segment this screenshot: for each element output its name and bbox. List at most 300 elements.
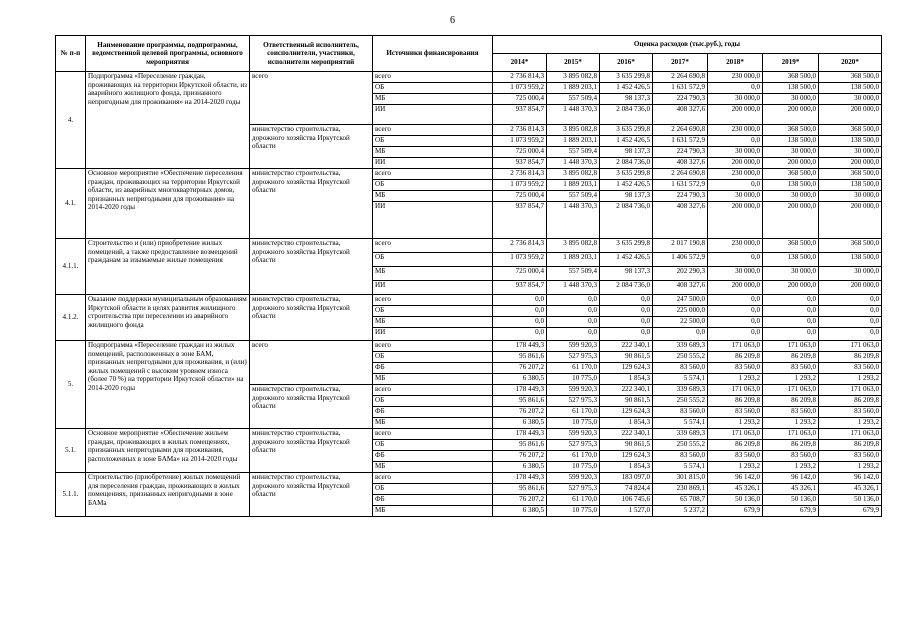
amount-cell: 1 073 959,2 <box>493 136 547 147</box>
amount-cell: 339 689,3 <box>653 341 708 352</box>
header-year: 2016* <box>600 54 653 72</box>
amount-cell: 65 708,7 <box>653 495 708 506</box>
program-name: Строительство (приобретение) жилых помещений для переселения граждан, проживающих в жилых помещениях, признанных непригодными в зоне БАМа <box>86 473 250 517</box>
funding-source: МБ <box>373 267 493 281</box>
amount-cell: 200 000,0 <box>763 158 819 169</box>
amount-cell: 10 775,0 <box>547 418 600 429</box>
funding-source: МБ <box>373 462 493 473</box>
amount-cell: 1 889 203,1 <box>547 136 600 147</box>
amount-cell: 1 448 370,3 <box>547 281 600 295</box>
amount-cell: 61 170,0 <box>547 451 600 462</box>
amount-cell: 2 084 736,0 <box>600 158 653 169</box>
program-name: Основное мероприятие «Обеспечение переселения граждан, проживающих на территории Иркутской области, из аварийных многоквартирных домов, признанных непригодными для проживания» на 2014-2020 годы <box>86 169 250 239</box>
amount-cell: 1 293,2 <box>819 374 882 385</box>
amount-cell: 200 000,0 <box>819 281 882 295</box>
funding-source: ОБ <box>373 180 493 191</box>
amount-cell: 83 560,0 <box>819 363 882 374</box>
amount-cell: 138 500,0 <box>763 136 819 147</box>
header-num: № п-п <box>56 36 86 72</box>
funding-source: ИИ <box>373 281 493 295</box>
header-year: 2018* <box>708 54 763 72</box>
funding-source: всего <box>373 125 493 136</box>
amount-cell: 3 635 299,8 <box>600 169 653 180</box>
funding-source: ИИ <box>373 202 493 239</box>
executor-cell: министерство строительства, дорожного хозяйства Иркутской области <box>250 385 373 429</box>
amount-cell: 200 000,0 <box>763 105 819 125</box>
amount-cell: 200 000,0 <box>708 202 763 239</box>
amount-cell: 5 574,1 <box>653 374 708 385</box>
amount-cell: 45 326,1 <box>763 484 819 495</box>
amount-cell: 1 448 370,3 <box>547 105 600 125</box>
amount-cell: 6 380,5 <box>493 462 547 473</box>
amount-cell: 171 063,0 <box>708 341 763 352</box>
amount-cell: 5 574,1 <box>653 462 708 473</box>
amount-cell: 171 063,0 <box>819 429 882 440</box>
amount-cell: 725 000,4 <box>493 147 547 158</box>
table-body <box>56 72 882 517</box>
amount-cell: 86 209,8 <box>763 396 819 407</box>
header-year: 2020* <box>819 54 882 72</box>
amount-cell: 339 689,3 <box>653 429 708 440</box>
amount-cell: 1 448 370,3 <box>547 202 600 239</box>
amount-cell: 2 736 814,3 <box>493 72 547 83</box>
funding-source: ИИ <box>373 105 493 125</box>
funding-source: МБ <box>373 506 493 517</box>
funding-source: ФБ <box>373 495 493 506</box>
amount-cell: 30 000,0 <box>763 147 819 158</box>
amount-cell: 95 861,6 <box>493 484 547 495</box>
amount-cell: 50 136,0 <box>819 495 882 506</box>
amount-cell: 178 449,3 <box>493 429 547 440</box>
amount-cell: 937 854,7 <box>493 281 547 295</box>
amount-cell: 1 293,2 <box>819 418 882 429</box>
executor-cell: министерство строительства, дорожного хозяйства Иркутской области <box>250 125 373 169</box>
amount-cell: 599 920,3 <box>547 429 600 440</box>
executor-cell: министерство строительства, дорожного хозяйства Иркутской области <box>250 429 373 473</box>
amount-cell: 224 790,3 <box>653 147 708 158</box>
amount-cell: 30 000,0 <box>819 94 882 105</box>
amount-cell: 368 500,0 <box>763 169 819 180</box>
amount-cell: 247 500,0 <box>653 295 708 306</box>
amount-cell: 0,0 <box>600 306 653 317</box>
amount-cell: 6 380,5 <box>493 506 547 517</box>
amount-cell: 368 500,0 <box>763 72 819 83</box>
amount-cell: 301 815,0 <box>653 473 708 484</box>
funding-source: ОБ <box>373 253 493 267</box>
amount-cell: 0,0 <box>547 295 600 306</box>
amount-cell: 557 509,4 <box>547 94 600 105</box>
program-name: Подпрограмма «Переселение граждан, проживающих на территории Иркутской области, из аварийного жилищного фонда, признанного непригодным для проживания» на 2014-2020 годы <box>86 72 250 169</box>
funding-source: МБ <box>373 418 493 429</box>
amount-cell: 3 635 299,8 <box>600 239 653 253</box>
amount-cell: 98 137,3 <box>600 267 653 281</box>
amount-cell: 200 000,0 <box>708 105 763 125</box>
funding-source: ИИ <box>373 158 493 169</box>
amount-cell: 10 775,0 <box>547 506 600 517</box>
funding-source: всего <box>373 72 493 83</box>
amount-cell: 30 000,0 <box>819 147 882 158</box>
table-row <box>56 239 882 253</box>
amount-cell: 202 290,3 <box>653 267 708 281</box>
amount-cell: 1 631 572,9 <box>653 83 708 94</box>
funding-source: всего <box>373 295 493 306</box>
amount-cell: 0,0 <box>600 295 653 306</box>
funding-source: ОБ <box>373 352 493 363</box>
amount-cell: 74 824,4 <box>600 484 653 495</box>
amount-cell: 0,0 <box>819 306 882 317</box>
amount-cell: 22 500,0 <box>653 317 708 328</box>
amount-cell: 0,0 <box>708 83 763 94</box>
amount-cell: 2 736 814,3 <box>493 239 547 253</box>
amount-cell: 0,0 <box>600 328 653 341</box>
amount-cell: 30 000,0 <box>763 267 819 281</box>
amount-cell: 76 207,2 <box>493 495 547 506</box>
amount-cell: 1 889 203,1 <box>547 83 600 94</box>
amount-cell: 171 063,0 <box>763 429 819 440</box>
funding-source: ФБ <box>373 363 493 374</box>
amount-cell: 171 063,0 <box>708 385 763 396</box>
amount-cell: 86 209,8 <box>708 352 763 363</box>
table-row <box>56 295 882 306</box>
funding-source: ОБ <box>373 306 493 317</box>
header-year: 2014* <box>493 54 547 72</box>
amount-cell: 83 560,0 <box>708 363 763 374</box>
amount-cell: 1 631 572,9 <box>653 180 708 191</box>
amount-cell: 61 170,0 <box>547 363 600 374</box>
amount-cell: 30 000,0 <box>819 191 882 202</box>
amount-cell: 138 500,0 <box>819 180 882 191</box>
amount-cell: 3 895 082,8 <box>547 169 600 180</box>
amount-cell: 937 854,7 <box>493 158 547 169</box>
amount-cell: 45 326,1 <box>819 484 882 495</box>
amount-cell: 1 293,2 <box>819 462 882 473</box>
amount-cell: 725 000,4 <box>493 191 547 202</box>
amount-cell: 1 293,2 <box>708 374 763 385</box>
amount-cell: 679,9 <box>708 506 763 517</box>
amount-cell: 222 340,1 <box>600 429 653 440</box>
amount-cell: 527 975,3 <box>547 396 600 407</box>
amount-cell: 0,0 <box>819 317 882 328</box>
amount-cell: 1 073 959,2 <box>493 253 547 267</box>
amount-cell: 98 137,3 <box>600 147 653 158</box>
funding-source: всего <box>373 429 493 440</box>
amount-cell: 96 142,0 <box>819 473 882 484</box>
amount-cell: 200 000,0 <box>708 158 763 169</box>
amount-cell: 1 452 426,5 <box>600 180 653 191</box>
amount-cell: 30 000,0 <box>708 191 763 202</box>
amount-cell: 250 555,2 <box>653 352 708 363</box>
amount-cell: 2 264 690,8 <box>653 125 708 136</box>
amount-cell: 368 500,0 <box>763 125 819 136</box>
amount-cell: 83 560,0 <box>819 451 882 462</box>
amount-cell: 527 975,3 <box>547 484 600 495</box>
amount-cell: 76 207,2 <box>493 451 547 462</box>
funding-source: МБ <box>373 147 493 158</box>
amount-cell: 86 209,8 <box>819 352 882 363</box>
funding-source: всего <box>373 473 493 484</box>
amount-cell: 90 861,5 <box>600 440 653 451</box>
funding-source: МБ <box>373 94 493 105</box>
funding-source: ФБ <box>373 407 493 418</box>
amount-cell: 937 854,7 <box>493 202 547 239</box>
amount-cell: 0,0 <box>708 328 763 341</box>
funding-source: ФБ <box>373 451 493 462</box>
amount-cell: 0,0 <box>708 306 763 317</box>
amount-cell: 557 509,4 <box>547 191 600 202</box>
funding-source: всего <box>373 239 493 253</box>
header-source: Источники финансирования <box>373 36 493 72</box>
amount-cell: 129 624,3 <box>600 407 653 418</box>
amount-cell: 95 861,6 <box>493 396 547 407</box>
amount-cell: 368 500,0 <box>763 239 819 253</box>
amount-cell: 6 380,5 <box>493 418 547 429</box>
header-year: 2017* <box>653 54 708 72</box>
amount-cell: 339 689,3 <box>653 385 708 396</box>
amount-cell: 138 500,0 <box>819 136 882 147</box>
executor-cell: всего <box>250 341 373 385</box>
amount-cell: 557 509,4 <box>547 147 600 158</box>
amount-cell: 171 063,0 <box>763 385 819 396</box>
funding-source: ИИ <box>373 328 493 341</box>
amount-cell: 250 555,2 <box>653 396 708 407</box>
row-number: 5.1.1. <box>56 473 86 517</box>
amount-cell: 200 000,0 <box>819 202 882 239</box>
amount-cell: 171 063,0 <box>763 341 819 352</box>
amount-cell: 0,0 <box>819 295 882 306</box>
expenditure-table <box>55 35 882 517</box>
amount-cell: 1 293,2 <box>708 462 763 473</box>
amount-cell: 0,0 <box>600 317 653 328</box>
amount-cell: 725 000,4 <box>493 94 547 105</box>
amount-cell: 76 207,2 <box>493 363 547 374</box>
amount-cell: 3 895 082,8 <box>547 239 600 253</box>
amount-cell: 86 209,8 <box>819 396 882 407</box>
amount-cell: 1 889 203,1 <box>547 180 600 191</box>
funding-source: ОБ <box>373 484 493 495</box>
amount-cell: 200 000,0 <box>763 202 819 239</box>
amount-cell: 95 861,6 <box>493 440 547 451</box>
amount-cell: 5 237,2 <box>653 506 708 517</box>
amount-cell: 0,0 <box>708 295 763 306</box>
header-estimate: Оценка расходов (тыс.руб.), годы <box>493 36 882 54</box>
amount-cell: 61 170,0 <box>547 495 600 506</box>
amount-cell: 50 136,0 <box>763 495 819 506</box>
amount-cell: 96 142,0 <box>708 473 763 484</box>
amount-cell: 30 000,0 <box>708 94 763 105</box>
amount-cell: 230 000,0 <box>708 239 763 253</box>
header-year: 2015* <box>547 54 600 72</box>
amount-cell: 250 555,2 <box>653 440 708 451</box>
row-number: 5.1. <box>56 429 86 473</box>
amount-cell: 83 560,0 <box>653 451 708 462</box>
amount-cell: 1 293,2 <box>763 462 819 473</box>
amount-cell: 0,0 <box>653 328 708 341</box>
amount-cell: 527 975,3 <box>547 352 600 363</box>
amount-cell: 0,0 <box>708 180 763 191</box>
amount-cell: 96 142,0 <box>763 473 819 484</box>
row-number: 4.1.1. <box>56 239 86 295</box>
amount-cell: 1 293,2 <box>763 418 819 429</box>
program-name: Основное мероприятие «Обеспечение жильем граждан, проживающих в жилых помещениях, признанных непригодными для проживания, расположенных в зоне БАМа» на 2014-2020 годы <box>86 429 250 473</box>
amount-cell: 0,0 <box>708 317 763 328</box>
amount-cell: 1 854,3 <box>600 462 653 473</box>
amount-cell: 171 063,0 <box>819 341 882 352</box>
amount-cell: 86 209,8 <box>763 440 819 451</box>
amount-cell: 45 326,1 <box>708 484 763 495</box>
amount-cell: 679,9 <box>763 506 819 517</box>
amount-cell: 3 895 082,8 <box>547 125 600 136</box>
amount-cell: 0,0 <box>819 328 882 341</box>
amount-cell: 3 895 082,8 <box>547 72 600 83</box>
funding-source: всего <box>373 169 493 180</box>
program-name: Строительство и (или) приобретение жилых помещений, а также предоставление возмещений гражданам за изымаемые жилые помещения <box>86 239 250 295</box>
funding-source: МБ <box>373 374 493 385</box>
amount-cell: 1 631 572,9 <box>653 136 708 147</box>
row-number: 4.1.2. <box>56 295 86 341</box>
amount-cell: 599 920,3 <box>547 473 600 484</box>
page-number: 6 <box>450 15 455 26</box>
amount-cell: 200 000,0 <box>763 281 819 295</box>
amount-cell: 178 449,3 <box>493 341 547 352</box>
amount-cell: 129 624,3 <box>600 363 653 374</box>
amount-cell: 224 790,3 <box>653 94 708 105</box>
amount-cell: 129 624,3 <box>600 451 653 462</box>
amount-cell: 725 000,4 <box>493 267 547 281</box>
amount-cell: 599 920,3 <box>547 385 600 396</box>
amount-cell: 178 449,3 <box>493 385 547 396</box>
amount-cell: 408 327,6 <box>653 158 708 169</box>
amount-cell: 222 340,1 <box>600 341 653 352</box>
executor-cell: министерство строительства, дорожного хозяйства Иркутской области <box>250 169 373 239</box>
amount-cell: 183 097,0 <box>600 473 653 484</box>
funding-source: всего <box>373 341 493 352</box>
amount-cell: 30 000,0 <box>708 147 763 158</box>
amount-cell: 0,0 <box>547 328 600 341</box>
amount-cell: 0,0 <box>763 317 819 328</box>
executor-cell: министерство строительства, дорожного хозяйства Иркутской области <box>250 473 373 517</box>
amount-cell: 0,0 <box>708 136 763 147</box>
amount-cell: 1 854,3 <box>600 374 653 385</box>
amount-cell: 1 448 370,3 <box>547 158 600 169</box>
executor-cell: министерство строительства, дорожного хозяйства Иркутской области <box>250 239 373 295</box>
funding-source: ОБ <box>373 396 493 407</box>
table-row <box>56 341 882 352</box>
amount-cell: 83 560,0 <box>763 363 819 374</box>
amount-cell: 225 000,0 <box>653 306 708 317</box>
table-row <box>56 429 882 440</box>
row-number: 4.1. <box>56 169 86 239</box>
amount-cell: 557 509,4 <box>547 267 600 281</box>
amount-cell: 200 000,0 <box>819 158 882 169</box>
table-row <box>56 473 882 484</box>
amount-cell: 10 775,0 <box>547 462 600 473</box>
amount-cell: 10 775,0 <box>547 374 600 385</box>
amount-cell: 1 889 203,1 <box>547 253 600 267</box>
funding-source: ОБ <box>373 136 493 147</box>
amount-cell: 408 327,6 <box>653 281 708 295</box>
amount-cell: 0,0 <box>493 295 547 306</box>
table-row <box>56 72 882 83</box>
amount-cell: 83 560,0 <box>763 407 819 418</box>
amount-cell: 90 861,5 <box>600 352 653 363</box>
amount-cell: 1 452 426,5 <box>600 136 653 147</box>
amount-cell: 83 560,0 <box>763 451 819 462</box>
amount-cell: 138 500,0 <box>819 253 882 267</box>
amount-cell: 3 635 299,8 <box>600 125 653 136</box>
amount-cell: 171 063,0 <box>708 429 763 440</box>
header-executor: Ответственный исполнитель, соисполнители, участники, исполнители мероприятий <box>250 36 373 72</box>
amount-cell: 937 854,7 <box>493 105 547 125</box>
amount-cell: 230 000,0 <box>708 169 763 180</box>
amount-cell: 1 293,2 <box>708 418 763 429</box>
amount-cell: 0,0 <box>493 306 547 317</box>
amount-cell: 200 000,0 <box>819 105 882 125</box>
amount-cell: 98 137,3 <box>600 94 653 105</box>
amount-cell: 50 136,0 <box>708 495 763 506</box>
program-name: Оказание поддержки муниципальным образованиям Иркутской области в целях развития жилищного строительства при переселении из аварийного жилищного фонда <box>86 295 250 341</box>
amount-cell: 30 000,0 <box>763 191 819 202</box>
amount-cell: 230 000,0 <box>708 125 763 136</box>
amount-cell: 2 084 736,0 <box>600 105 653 125</box>
amount-cell: 0,0 <box>547 306 600 317</box>
executor-cell: всего <box>250 72 373 125</box>
amount-cell: 368 500,0 <box>819 125 882 136</box>
amount-cell: 30 000,0 <box>708 267 763 281</box>
amount-cell: 138 500,0 <box>763 83 819 94</box>
amount-cell: 138 500,0 <box>819 83 882 94</box>
amount-cell: 0,0 <box>547 317 600 328</box>
amount-cell: 0,0 <box>493 328 547 341</box>
amount-cell: 2 084 736,0 <box>600 202 653 239</box>
amount-cell: 408 327,6 <box>653 105 708 125</box>
amount-cell: 106 745,6 <box>600 495 653 506</box>
amount-cell: 230 869,1 <box>653 484 708 495</box>
header-name: Наименование программы, подпрограммы, ведомственной целевой программы, основного мероприятия <box>86 36 250 72</box>
amount-cell: 2 264 690,8 <box>653 72 708 83</box>
amount-cell: 1 452 426,5 <box>600 83 653 94</box>
amount-cell: 0,0 <box>493 317 547 328</box>
amount-cell: 86 209,8 <box>819 440 882 451</box>
program-name: Подпрограмма «Переселение граждан из жилых помещений, расположенных в зоне БАМ, признанных непригодными для проживания, и (или) жилых помещений с высоким уровнем износа (более 70 %) на территории Иркутской области» на 2014-2020 годы <box>86 341 250 429</box>
amount-cell: 138 500,0 <box>763 180 819 191</box>
amount-cell: 178 449,3 <box>493 473 547 484</box>
amount-cell: 76 207,2 <box>493 407 547 418</box>
amount-cell: 83 560,0 <box>708 451 763 462</box>
amount-cell: 230 000,0 <box>708 72 763 83</box>
amount-cell: 368 500,0 <box>819 169 882 180</box>
funding-source: МБ <box>373 191 493 202</box>
amount-cell: 98 137,3 <box>600 191 653 202</box>
amount-cell: 86 209,8 <box>763 352 819 363</box>
amount-cell: 83 560,0 <box>708 407 763 418</box>
amount-cell: 1 073 959,2 <box>493 83 547 94</box>
amount-cell: 95 861,6 <box>493 352 547 363</box>
amount-cell: 368 500,0 <box>819 72 882 83</box>
header-year: 2019* <box>763 54 819 72</box>
amount-cell: 83 560,0 <box>653 363 708 374</box>
amount-cell: 679,9 <box>819 506 882 517</box>
amount-cell: 224 790,3 <box>653 191 708 202</box>
amount-cell: 0,0 <box>708 253 763 267</box>
amount-cell: 200 000,0 <box>708 281 763 295</box>
amount-cell: 2 264 690,8 <box>653 169 708 180</box>
amount-cell: 1 293,2 <box>763 374 819 385</box>
amount-cell: 368 500,0 <box>819 239 882 253</box>
amount-cell: 1 073 959,2 <box>493 180 547 191</box>
amount-cell: 2 017 190,8 <box>653 239 708 253</box>
row-number: 4. <box>56 72 86 169</box>
funding-source: МБ <box>373 317 493 328</box>
